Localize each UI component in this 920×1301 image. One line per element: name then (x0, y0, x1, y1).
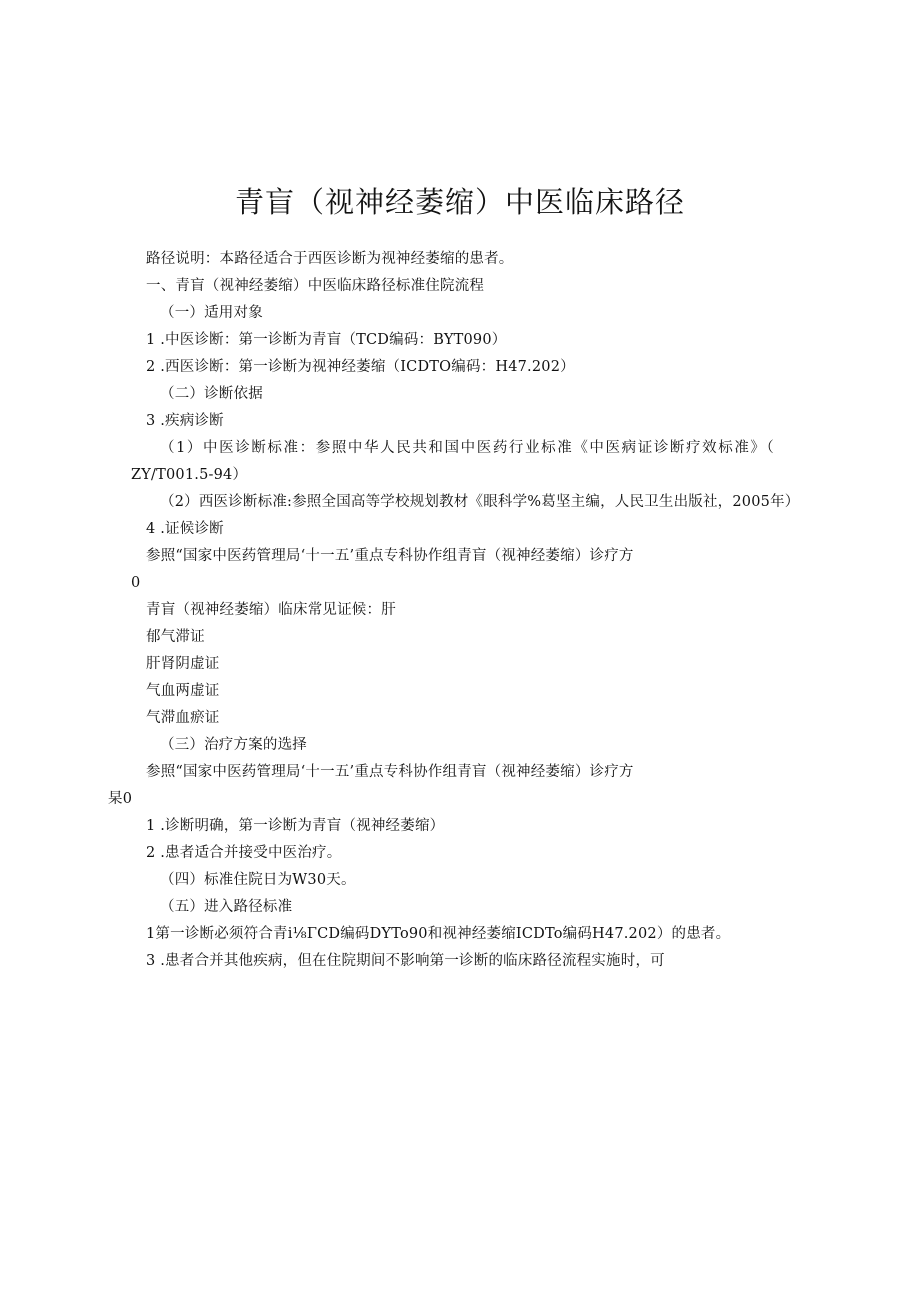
entry-item-3: 3 .患者合并其他疾病，但在住院期间不影响第一诊断的临床路径流程实施时，可 (146, 953, 665, 969)
syndrome-item: 郁气滞证 (146, 629, 205, 645)
entry-item-1: 1第一诊断必须符合青i⅛ΓCD编码DYTo90和视神经萎缩ICDTo编码H47.202）的患者。 (146, 926, 731, 942)
reference-line-1: 参照“国家中医药管理局‘十一五’重点专科协作组青盲（视神经萎缩）诊疗方 (146, 548, 634, 564)
common-syndromes-label: 青盲（视神经萎缩）临床常见证候：肝 (146, 602, 396, 618)
path-description: 路径说明：本路径适合于西医诊断为视神经萎缩的患者。 (146, 251, 514, 267)
item-tcm-diagnosis: 1 .中医诊断：第一诊断为青盲（TCD编码：BYT090） (146, 332, 507, 348)
item-western-diagnosis: 2 .西医诊断：第一诊断为视神经萎缩（ICDTO编码：H47.202） (146, 359, 575, 375)
subsection-entry-criteria: （五）进入路径标准 (160, 899, 293, 915)
item-western-standard: （2）西医诊断标准:参照全国高等学校规划教材《眼科学%葛坚主编，人民卫生出版社，2005年） (160, 494, 800, 510)
reference-line-1-cont: 0 (131, 575, 141, 591)
document-title: 青盲（视神经萎缩）中医临床路径 (234, 185, 685, 219)
item-syndrome-diagnosis: 4 .证候诊断 (146, 521, 224, 537)
item-disease-diagnosis: 3 .疾病诊断 (146, 413, 224, 429)
treatment-item-1: 1 .诊断明确，第一诊断为青盲（视神经萎缩） (146, 818, 445, 834)
subsection-treatment: （三）治疗方案的选择 (160, 737, 307, 753)
syndrome-item: 气血两虚证 (146, 683, 220, 699)
reference-line-2-cont: 杲0 (108, 791, 133, 807)
item-tcm-standard: （1）中医诊断标准：参照中华人民共和国中医药行业标准《中医病证诊断疗效标准》（ (160, 440, 776, 456)
item-tcm-standard-cont: ZY/T001.5-94） (131, 467, 248, 483)
reference-line-2: 参照“国家中医药管理局‘十一五’重点专科协作组青盲（视神经萎缩）诊疗方 (146, 764, 634, 780)
subsection-applicable: （一）适用对象 (160, 305, 263, 321)
syndrome-item: 肝肾阴虚证 (146, 656, 220, 672)
subsection-diagnosis-basis: （二）诊断依据 (160, 386, 263, 402)
section-heading-1: 一、青盲（视神经萎缩）中医临床路径标准住院流程 (146, 278, 485, 294)
treatment-item-2: 2 .患者适合并接受中医治疗。 (146, 845, 342, 861)
subsection-hospital-days: （四）标准住院日为W30天。 (160, 872, 356, 888)
syndrome-item: 气滞血瘀证 (146, 710, 220, 726)
